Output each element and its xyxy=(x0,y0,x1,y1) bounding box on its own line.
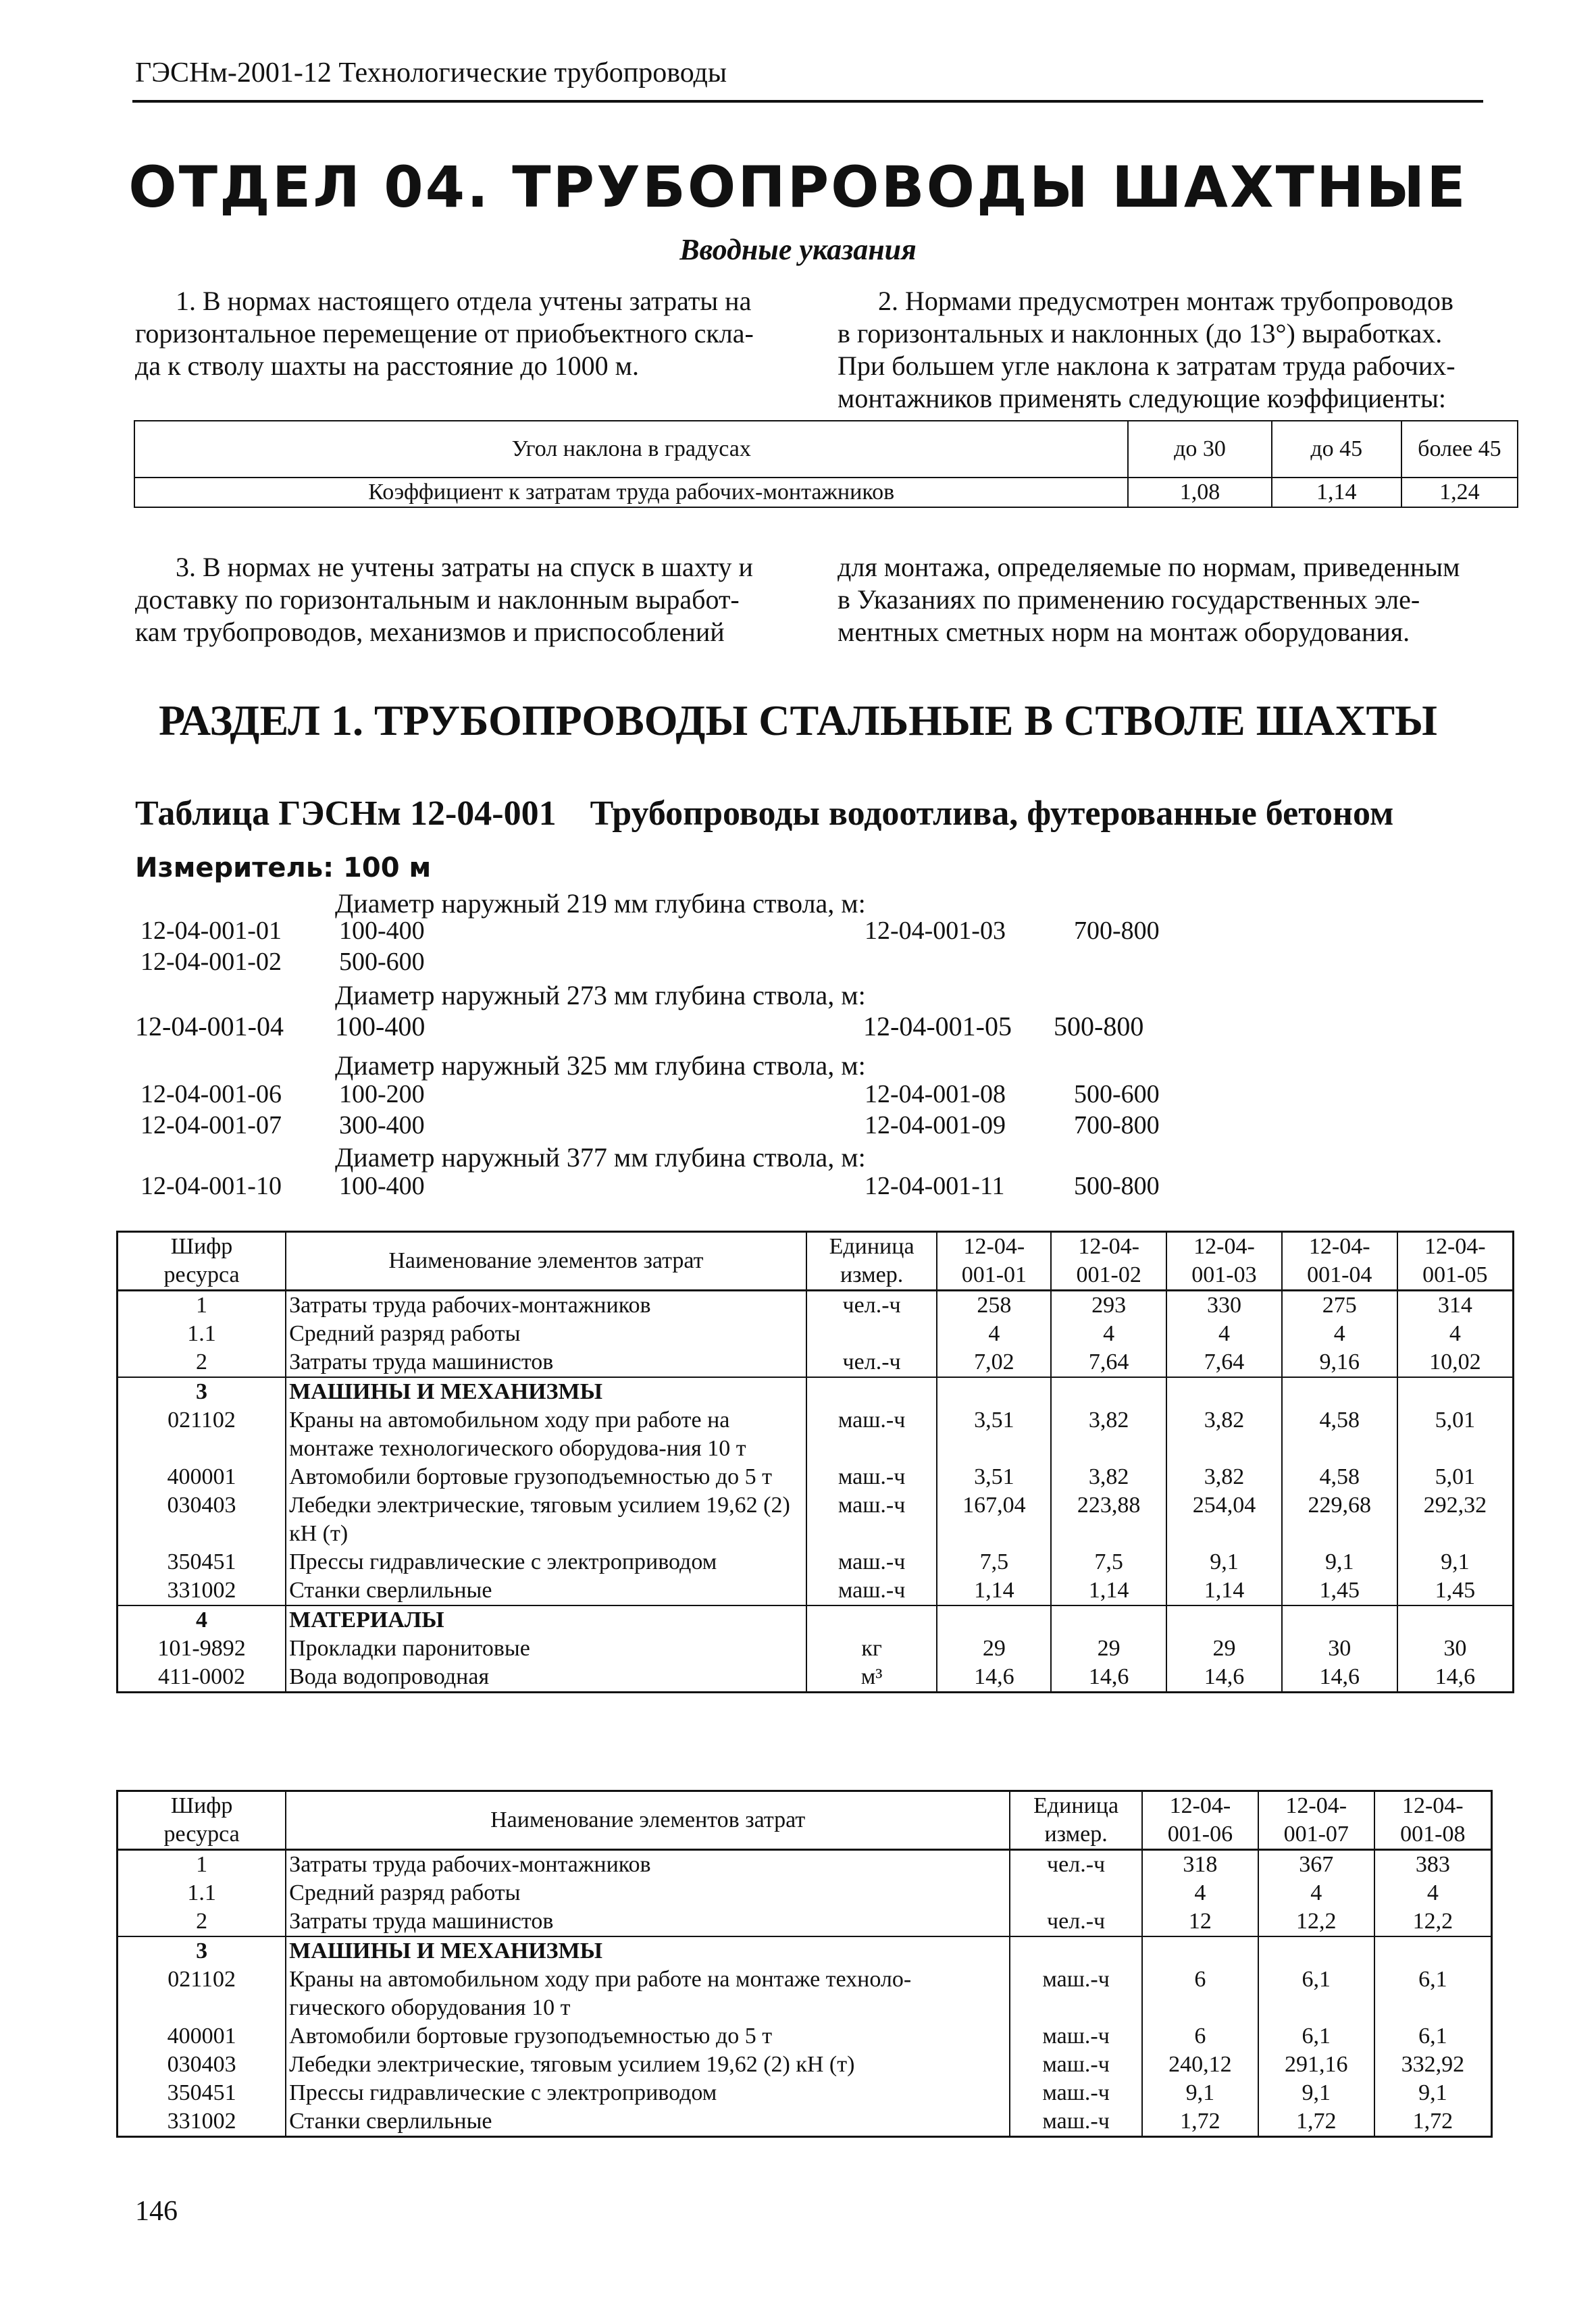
table-name: Трубопроводы водоотлива, футерованные бетоном xyxy=(590,794,1394,833)
variant-range: 500-600 xyxy=(1074,1080,1160,1108)
resource-name: Затраты труда рабочих-монтажников xyxy=(286,1291,806,1320)
variant-code: 12-04-001-05 xyxy=(863,1011,1012,1042)
resource-value: 292,32 xyxy=(1397,1491,1514,1548)
header-code-line: ресурса xyxy=(163,1822,240,1847)
resource-value: 1,45 xyxy=(1282,1576,1397,1605)
resource-value: 6 xyxy=(1142,1965,1258,2022)
resource-unit: маш.-ч xyxy=(1010,2051,1142,2079)
table-row xyxy=(118,1965,1492,2022)
running-header: ГЭСНм-2001-12 Технологические трубопроводы xyxy=(135,57,727,88)
table-title xyxy=(135,794,1393,833)
variant-range: 700-800 xyxy=(1074,1111,1160,1139)
header-name: Наименование элементов затрат xyxy=(286,1232,806,1291)
resource-code: 350451 xyxy=(118,1548,286,1576)
resource-value: 12,2 xyxy=(1374,1907,1492,1936)
resource-code: 400001 xyxy=(118,2022,286,2051)
resource-value: 1,14 xyxy=(937,1576,1051,1605)
variant-code: 12-04-001-01 xyxy=(140,917,282,945)
table-row xyxy=(118,1463,1514,1491)
header-code xyxy=(118,1791,286,1850)
header-variant-line: 001-02 xyxy=(1076,1262,1141,1287)
table-header-row xyxy=(118,1232,1514,1291)
resource-value xyxy=(937,1605,1051,1635)
resource-table-1 xyxy=(116,1231,1514,1693)
resource-name: Лебедки электрические, тяговым усилием 19,62 (2) кН (т) xyxy=(286,2051,1010,2079)
resource-value: 10,02 xyxy=(1397,1348,1514,1377)
table-row xyxy=(118,1291,1514,1320)
variant-code: 12-04-001-10 xyxy=(140,1172,282,1200)
resource-code: 1 xyxy=(118,1291,286,1320)
intro-p2-line-3: При большем угле наклона к затратам труда рабочих- xyxy=(838,351,1456,381)
resource-value: 9,1 xyxy=(1258,2079,1374,2107)
resource-value: 14,6 xyxy=(1166,1663,1282,1693)
table-row xyxy=(118,2079,1492,2107)
header-variant-line: 12-04- xyxy=(963,1234,1025,1259)
page-number: 146 xyxy=(135,2196,178,2227)
resource-name: Лебедки электрические, тяговым усилием 19,62 (2) кН (т) xyxy=(286,1491,806,1548)
resource-unit: маш.-ч xyxy=(806,1463,937,1491)
variant-code: 12-04-001-04 xyxy=(135,1011,284,1042)
resource-unit: кг xyxy=(806,1635,937,1663)
resource-value: 6,1 xyxy=(1258,1965,1374,2022)
resource-value xyxy=(1166,1605,1282,1635)
resource-value: 3,82 xyxy=(1051,1406,1166,1463)
resource-value: 29 xyxy=(1051,1635,1166,1663)
table-header-row xyxy=(118,1791,1492,1850)
variant-range: 100-200 xyxy=(339,1080,425,1108)
resource-value: 12,2 xyxy=(1258,1907,1374,1936)
header-variant-line: 12-04- xyxy=(1308,1234,1370,1259)
intro-paragraph-2 xyxy=(838,285,1499,415)
department-title: ОТДЕЛ 04. ТРУБОПРОВОДЫ ШАХТНЫЕ xyxy=(128,154,1468,220)
table-row xyxy=(118,2022,1492,2051)
table-row xyxy=(118,1850,1492,1880)
resource-value: 383 xyxy=(1374,1850,1492,1880)
header-variant-line: 12-04- xyxy=(1078,1234,1139,1259)
intro-p2-line-2: в горизонтальных и наклонных (до 13°) выработках. xyxy=(838,318,1443,349)
resource-name: МАТЕРИАЛЫ xyxy=(286,1605,806,1635)
resource-code: 3 xyxy=(118,1936,286,1965)
resource-value: 4,58 xyxy=(1282,1463,1397,1491)
variant-range: 500-800 xyxy=(1074,1172,1160,1200)
table-row xyxy=(118,1936,1492,1965)
table-row xyxy=(118,1576,1514,1605)
resource-value: 167,04 xyxy=(937,1491,1051,1548)
variant-group-heading: Диаметр наружный 219 мм глубина ствола, м: xyxy=(335,888,866,919)
resource-value: 7,64 xyxy=(1051,1348,1166,1377)
resource-code: 350451 xyxy=(118,2079,286,2107)
header-variant-line: 12-04- xyxy=(1424,1234,1486,1259)
intro-p1-line-3: да к стволу шахты на расстояние до 1000 м. xyxy=(135,351,639,381)
intro-p1-line-2: горизонтальное перемещение от приобъектного скла- xyxy=(135,318,754,349)
resource-value: 3,51 xyxy=(937,1406,1051,1463)
resource-value: 3,82 xyxy=(1051,1463,1166,1491)
resource-value: 4 xyxy=(1374,1879,1492,1907)
table-row xyxy=(118,1320,1514,1348)
resource-value xyxy=(1258,1936,1374,1965)
resource-value: 6,1 xyxy=(1374,2022,1492,2051)
resource-code: 331002 xyxy=(118,2107,286,2137)
resource-code: 2 xyxy=(118,1907,286,1936)
intro-paragraph-3 xyxy=(135,551,797,648)
resource-value: 14,6 xyxy=(1282,1663,1397,1693)
resource-unit xyxy=(806,1320,937,1348)
table-row xyxy=(118,2051,1492,2079)
variant-code: 12-04-001-02 xyxy=(140,948,282,976)
resource-value: 367 xyxy=(1258,1850,1374,1880)
table-row xyxy=(118,2107,1492,2137)
resource-code: 021102 xyxy=(118,1406,286,1463)
resource-unit: чел.-ч xyxy=(1010,1850,1142,1880)
resource-value xyxy=(1374,1936,1492,1965)
header-variant-line: 001-04 xyxy=(1307,1262,1372,1287)
resource-value: 3,82 xyxy=(1166,1406,1282,1463)
coefficient-value: 1,14 xyxy=(1272,478,1401,507)
resource-code: 1 xyxy=(118,1850,286,1880)
coefficient-label: Коэффициент к затратам труда рабочих-монтажников xyxy=(134,478,1128,507)
header-variant xyxy=(1258,1791,1374,1850)
resource-value: 5,01 xyxy=(1397,1463,1514,1491)
header-unit-line: измер. xyxy=(1044,1822,1108,1847)
resource-value: 30 xyxy=(1282,1635,1397,1663)
header-name: Наименование элементов затрат xyxy=(286,1791,1010,1850)
measure-unit: Измеритель: 100 м xyxy=(135,852,432,883)
resource-value: 275 xyxy=(1282,1291,1397,1320)
variant-code: 12-04-001-11 xyxy=(865,1172,1005,1200)
header-variant-line: 001-03 xyxy=(1191,1262,1257,1287)
header-code-line: Шифр xyxy=(170,1234,233,1259)
table-row xyxy=(118,1348,1514,1377)
intro-p1-line-1: 1. В нормах настоящего отдела учтены затраты на xyxy=(176,286,752,316)
resource-unit: чел.-ч xyxy=(806,1291,937,1320)
resource-value: 1,45 xyxy=(1397,1576,1514,1605)
resource-code: 1.1 xyxy=(118,1879,286,1907)
resource-name: Прессы гидравлические с электроприводом xyxy=(286,2079,1010,2107)
resource-unit: маш.-ч xyxy=(1010,2107,1142,2137)
intro-paragraph-1 xyxy=(135,285,797,382)
resource-value: 9,1 xyxy=(1282,1548,1397,1576)
resource-unit: маш.-ч xyxy=(1010,2022,1142,2051)
table-row xyxy=(118,1635,1514,1663)
resource-value: 9,1 xyxy=(1166,1548,1282,1576)
header-variant-line: 001-01 xyxy=(961,1262,1027,1287)
resource-name: Затраты труда машинистов xyxy=(286,1907,1010,1936)
resource-code: 021102 xyxy=(118,1965,286,2022)
header-variant-line: 001-07 xyxy=(1283,1822,1349,1847)
resource-name: Автомобили бортовые грузоподъемностью до 5 т xyxy=(286,2022,1010,2051)
header-variant-line: 12-04- xyxy=(1193,1234,1255,1259)
resource-value xyxy=(1051,1605,1166,1635)
variant-group-heading: Диаметр наружный 377 мм глубина ствола, м: xyxy=(335,1142,866,1173)
resource-unit: м³ xyxy=(806,1663,937,1693)
resource-value: 229,68 xyxy=(1282,1491,1397,1548)
header-variant-line: 12-04- xyxy=(1401,1793,1464,1818)
variant-range: 100-400 xyxy=(339,917,425,945)
slope-angle-value: до 30 xyxy=(1128,421,1271,478)
resource-value: 254,04 xyxy=(1166,1491,1282,1548)
resource-name: Автомобили бортовые грузоподъемностью до 5 т xyxy=(286,1463,806,1491)
variant-group-heading: Диаметр наружный 273 мм глубина ствола, м: xyxy=(335,980,866,1010)
resource-value: 1,72 xyxy=(1374,2107,1492,2137)
intro-p2-line-1: 2. Нормами предусмотрен монтаж трубопроводов xyxy=(878,286,1453,316)
resource-name: Средний разряд работы xyxy=(286,1320,806,1348)
header-variant-line: 12-04- xyxy=(1285,1793,1347,1818)
header-variant xyxy=(1282,1232,1397,1291)
resource-value: 9,1 xyxy=(1142,2079,1258,2107)
resource-unit: маш.-ч xyxy=(1010,2079,1142,2107)
resource-value: 330 xyxy=(1166,1291,1282,1320)
resource-name: Краны на автомобильном ходу при работе на монтаже технологического оборудова-ния 10 т xyxy=(286,1406,806,1463)
resource-value: 4 xyxy=(1166,1320,1282,1348)
resource-code: 411-0002 xyxy=(118,1663,286,1693)
resource-value: 1,14 xyxy=(1051,1576,1166,1605)
resource-value: 29 xyxy=(937,1635,1051,1663)
header-code xyxy=(118,1232,286,1291)
header-code-line: ресурса xyxy=(163,1262,240,1287)
header-variant xyxy=(1142,1791,1258,1850)
resource-value: 14,6 xyxy=(937,1663,1051,1693)
intro-p4-line-1: для монтажа, определяемые по нормам, приведенным xyxy=(838,552,1460,582)
resource-value: 4 xyxy=(1282,1320,1397,1348)
resource-name: Вода водопроводная xyxy=(286,1663,806,1693)
resource-value: 223,88 xyxy=(1051,1491,1166,1548)
variant-code: 12-04-001-03 xyxy=(865,917,1006,945)
resource-value xyxy=(1397,1605,1514,1635)
intro-p4-line-3: ментных сметных норм на монтаж оборудования. xyxy=(838,617,1410,647)
resource-code: 4 xyxy=(118,1605,286,1635)
table-row xyxy=(118,1491,1514,1548)
resource-name: Станки сверлильные xyxy=(286,1576,806,1605)
resource-unit xyxy=(1010,1936,1142,1965)
resource-value xyxy=(1282,1377,1397,1406)
variant-range: 100-400 xyxy=(335,1011,426,1042)
header-variant-line: 001-05 xyxy=(1422,1262,1488,1287)
variant-range: 700-800 xyxy=(1074,917,1160,945)
resource-value: 7,5 xyxy=(937,1548,1051,1576)
resource-value: 4,58 xyxy=(1282,1406,1397,1463)
resource-unit xyxy=(806,1377,937,1406)
resource-value: 29 xyxy=(1166,1635,1282,1663)
resource-table-2 xyxy=(116,1790,1493,2138)
resource-code: 1.1 xyxy=(118,1320,286,1348)
resource-unit: чел.-ч xyxy=(1010,1907,1142,1936)
resource-value: 6 xyxy=(1142,2022,1258,2051)
header-variant xyxy=(1397,1232,1514,1291)
resource-name: Прессы гидравлические с электроприводом xyxy=(286,1548,806,1576)
resource-value xyxy=(1142,1936,1258,1965)
intro-p3-line-2: доставку по горизонтальным и наклонным выработ- xyxy=(135,584,740,615)
resource-value: 240,12 xyxy=(1142,2051,1258,2079)
resource-value xyxy=(1051,1377,1166,1406)
resource-value: 3,51 xyxy=(937,1463,1051,1491)
resource-value: 332,92 xyxy=(1374,2051,1492,2079)
resource-code: 101-9892 xyxy=(118,1635,286,1663)
header-unit xyxy=(806,1232,937,1291)
variant-range: 100-400 xyxy=(339,1172,425,1200)
resource-name: Затраты труда машинистов xyxy=(286,1348,806,1377)
resource-value: 7,02 xyxy=(937,1348,1051,1377)
intro-p3-line-1: 3. В нормах не учтены затраты на спуск в шахту и xyxy=(176,552,753,582)
resource-value: 12 xyxy=(1142,1907,1258,1936)
intro-heading: Вводные указания xyxy=(679,233,917,266)
resource-code: 3 xyxy=(118,1377,286,1406)
resource-unit: маш.-ч xyxy=(806,1406,937,1463)
resource-value: 4 xyxy=(1397,1320,1514,1348)
header-variant-line: 001-06 xyxy=(1167,1822,1233,1847)
resource-name: Прокладки паронитовые xyxy=(286,1635,806,1663)
table-row xyxy=(118,1663,1514,1693)
slope-angle-value: более 45 xyxy=(1401,421,1518,478)
resource-value: 1,14 xyxy=(1166,1576,1282,1605)
header-variant-line: 12-04- xyxy=(1169,1793,1231,1818)
header-unit-line: Единица xyxy=(1033,1793,1119,1818)
resource-unit: маш.-ч xyxy=(806,1491,937,1548)
variant-code: 12-04-001-07 xyxy=(140,1111,282,1139)
resource-value: 4 xyxy=(1051,1320,1166,1348)
resource-value: 9,1 xyxy=(1397,1548,1514,1576)
resource-value: 258 xyxy=(937,1291,1051,1320)
resource-value: 3,82 xyxy=(1166,1463,1282,1491)
header-variant xyxy=(1374,1791,1492,1850)
resource-value: 293 xyxy=(1051,1291,1166,1320)
variant-range: 500-600 xyxy=(339,948,425,976)
resource-code: 2 xyxy=(118,1348,286,1377)
variant-code: 12-04-001-06 xyxy=(140,1080,282,1108)
resource-value: 6,1 xyxy=(1374,1965,1492,2022)
resource-name: МАШИНЫ И МЕХАНИЗМЫ xyxy=(286,1936,1010,1965)
variant-range: 300-400 xyxy=(339,1111,425,1139)
table-code: Таблица ГЭСНм 12-04-001 xyxy=(135,794,557,833)
section-title: РАЗДЕЛ 1. ТРУБОПРОВОДЫ СТАЛЬНЫЕ В СТВОЛЕ ШАХТЫ xyxy=(159,696,1437,744)
resource-value: 4 xyxy=(937,1320,1051,1348)
table-row xyxy=(118,1377,1514,1406)
variant-range: 500-800 xyxy=(1054,1011,1144,1042)
variant-code: 12-04-001-08 xyxy=(865,1080,1006,1108)
resource-name: Затраты труда рабочих-монтажников xyxy=(286,1850,1010,1880)
header-variant xyxy=(937,1232,1051,1291)
header-variant-line: 001-08 xyxy=(1400,1822,1466,1847)
resource-value: 14,6 xyxy=(1051,1663,1166,1693)
resource-value: 1,72 xyxy=(1142,2107,1258,2137)
resource-value: 314 xyxy=(1397,1291,1514,1320)
resource-unit: маш.-ч xyxy=(806,1548,937,1576)
resource-code: 400001 xyxy=(118,1463,286,1491)
resource-value: 6,1 xyxy=(1258,2022,1374,2051)
resource-value: 7,64 xyxy=(1166,1348,1282,1377)
resource-value: 30 xyxy=(1397,1635,1514,1663)
table-row xyxy=(118,1879,1492,1907)
table-row xyxy=(118,1907,1492,1936)
resource-name: Краны на автомобильном ходу при работе на монтаже техноло-гического оборудования 10 т xyxy=(286,1965,1010,2022)
resource-unit: маш.-ч xyxy=(1010,1965,1142,2022)
resource-code: 030403 xyxy=(118,2051,286,2079)
resource-value: 1,72 xyxy=(1258,2107,1374,2137)
resource-value: 9,1 xyxy=(1374,2079,1492,2107)
slope-angle-label: Угол наклона в градусах xyxy=(134,421,1128,478)
slope-angle-value: до 45 xyxy=(1272,421,1401,478)
resource-value xyxy=(1166,1377,1282,1406)
resource-code: 030403 xyxy=(118,1491,286,1548)
variant-group-heading: Диаметр наружный 325 мм глубина ствола, м: xyxy=(335,1050,866,1081)
header-variant xyxy=(1051,1232,1166,1291)
header-code-line: Шифр xyxy=(170,1793,233,1818)
coefficient-value: 1,08 xyxy=(1128,478,1271,507)
resource-value xyxy=(1397,1377,1514,1406)
resource-value: 318 xyxy=(1142,1850,1258,1880)
intro-paragraph-4 xyxy=(838,551,1499,648)
resource-value: 14,6 xyxy=(1397,1663,1514,1693)
resource-value: 7,5 xyxy=(1051,1548,1166,1576)
header-variant xyxy=(1166,1232,1282,1291)
table-row xyxy=(118,1406,1514,1463)
resource-value: 291,16 xyxy=(1258,2051,1374,2079)
resource-value: 5,01 xyxy=(1397,1406,1514,1463)
resource-unit xyxy=(1010,1879,1142,1907)
resource-unit: чел.-ч xyxy=(806,1348,937,1377)
table-row xyxy=(118,1605,1514,1635)
resource-value: 4 xyxy=(1142,1879,1258,1907)
resource-unit xyxy=(806,1605,937,1635)
resource-value xyxy=(1282,1605,1397,1635)
intro-p2-line-4: монтажников применять следующие коэффициенты: xyxy=(838,383,1446,413)
intro-p4-line-2: в Указаниях по применению государственных эле- xyxy=(838,584,1420,615)
resource-value xyxy=(937,1377,1051,1406)
coefficient-value: 1,24 xyxy=(1401,478,1518,507)
resource-code: 331002 xyxy=(118,1576,286,1605)
header-unit-line: Единица xyxy=(829,1234,915,1259)
header-rule xyxy=(132,100,1483,103)
table-row xyxy=(118,1548,1514,1576)
resource-value: 9,16 xyxy=(1282,1348,1397,1377)
resource-unit: маш.-ч xyxy=(806,1576,937,1605)
resource-name: Средний разряд работы xyxy=(286,1879,1010,1907)
resource-name: МАШИНЫ И МЕХАНИЗМЫ xyxy=(286,1377,806,1406)
resource-value: 4 xyxy=(1258,1879,1374,1907)
intro-p3-line-3: кам трубопроводов, механизмов и приспособлений xyxy=(135,617,725,647)
variant-code: 12-04-001-09 xyxy=(865,1111,1006,1139)
header-unit xyxy=(1010,1791,1142,1850)
slope-coefficient-table xyxy=(134,420,1518,508)
header-unit-line: измер. xyxy=(840,1262,904,1287)
resource-name: Станки сверлильные xyxy=(286,2107,1010,2137)
